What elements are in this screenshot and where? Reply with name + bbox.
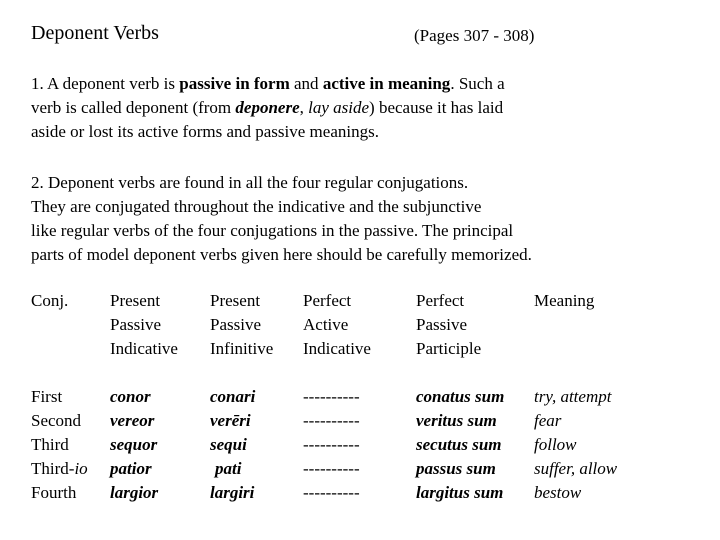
present-passive-indicative-column: [110, 385, 158, 505]
verb-form-cell: largior: [110, 483, 159, 502]
conj-cell: First: [31, 387, 63, 406]
verb-form-cell: passus sum: [416, 459, 496, 478]
verb-form-cell: patior: [110, 459, 152, 478]
verb-form-cell: secutus sum: [416, 435, 502, 454]
header-perfect-passive-participle: Perfect Passive Participle: [416, 291, 482, 358]
dash-cell: ----------: [303, 459, 360, 478]
header-meaning: Meaning: [534, 291, 595, 310]
conj-cell: Fourth: [31, 483, 77, 502]
verb-form-cell: conatus sum: [416, 387, 505, 406]
paragraph-2: [31, 171, 532, 267]
meaning-cell: bestow: [534, 483, 582, 502]
verb-form-cell: pati: [215, 459, 242, 478]
meaning-cell: follow: [534, 435, 577, 454]
meaning-cell: fear: [534, 411, 562, 430]
conj-cell: Second: [31, 411, 82, 430]
verb-form-cell: conor: [110, 387, 151, 406]
meaning-column: [534, 385, 617, 505]
verb-form-cell: largiri: [210, 483, 255, 502]
verb-form-cell: largitus sum: [416, 483, 504, 502]
deponere-term: deponere: [235, 98, 300, 117]
passive-in-form-emphasis: passive in form: [179, 74, 290, 93]
active-in-meaning-emphasis: active in meaning: [322, 74, 451, 93]
header-present-passive-indicative: Present Passive Indicative: [110, 291, 178, 358]
dash-cell: ----------: [303, 483, 360, 502]
verb-form-cell: vereor: [110, 411, 155, 430]
meaning-cell: suffer, allow: [534, 459, 618, 478]
verb-form-cell: sequi: [210, 435, 247, 454]
present-passive-infinitive-column: [210, 385, 255, 505]
header-present-passive-infinitive: Present Passive Infinitive: [210, 291, 274, 358]
paragraph-2-line: 2. Deponent verbs are found in all the four regular conjugations.: [31, 173, 469, 192]
paragraph-1-line-1: 1. A deponent verb is passive in form and active in meaning. Such a: [31, 74, 505, 93]
verb-form-cell: veritus sum: [416, 411, 497, 430]
paragraph-2-line: like regular verbs of the four conjugations in the passive. The principal: [31, 221, 514, 240]
page-title: Deponent Verbs: [31, 22, 159, 44]
page-reference: (Pages 307 - 308): [414, 26, 535, 45]
verb-form-cell: conari: [210, 387, 256, 406]
conj-cell: Third-io: [31, 459, 88, 478]
header-perfect-active-indicative: Perfect Active Indicative: [303, 291, 371, 358]
perfect-passive-participle-column: [416, 385, 504, 505]
paragraph-1-line-3: aside or lost its active forms and passive meanings.: [31, 122, 379, 141]
meaning-cell: try, attempt: [534, 387, 612, 406]
header-conj: Conj.: [31, 291, 69, 310]
perfect-active-indicative-column: [303, 385, 360, 505]
paragraph-2-line: parts of model deponent verbs given here should be carefully memorized.: [31, 245, 532, 264]
paragraph-1-line-2: verb is called deponent (from deponere, lay aside) because it has laid: [31, 98, 504, 117]
dash-cell: ----------: [303, 435, 360, 454]
verb-form-cell: sequor: [110, 435, 158, 454]
paragraph-1: [31, 72, 505, 144]
dash-cell: ----------: [303, 387, 360, 406]
paragraph-2-line: They are conjugated throughout the indicative and the subjunctive: [31, 197, 482, 216]
conj-cell: Third: [31, 435, 69, 454]
lay-aside-translation: lay aside: [308, 98, 370, 117]
conj-column: [31, 385, 88, 505]
dash-cell: ----------: [303, 411, 360, 430]
verb-form-cell: verēri: [210, 411, 251, 430]
